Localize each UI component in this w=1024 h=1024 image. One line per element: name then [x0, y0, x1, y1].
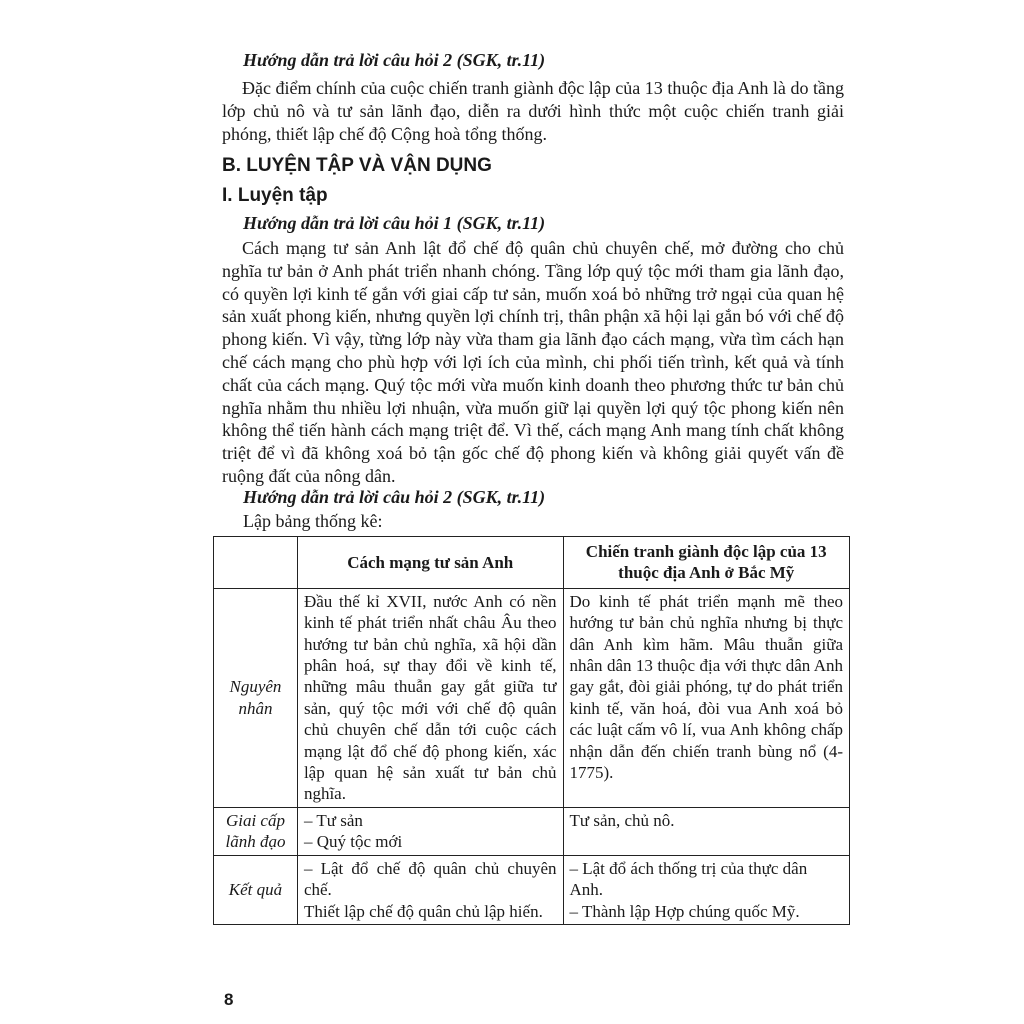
header-american-war: Chiến tranh giành độc lập của 13 thuộc địa Anh ở Bắc Mỹ [563, 537, 850, 589]
answer-paragraph-q2: Đặc điểm chính của cuộc chiến tranh giành độc lập của 13 thuộc địa Anh là do tầng lớp chủ nô và tư sản lãnh đạo, diễn ra dưới hình thức một cuộc chiến tranh giải phóng, thiết lập chế độ Cộng hoà tổng thống. [222, 78, 844, 144]
list-item: – Tư sản [303, 810, 363, 830]
cell-leading-class-england [297, 807, 563, 855]
table-header-row [214, 537, 850, 589]
list-item: – Thành lập Hợp chúng quốc Mỹ. [569, 901, 800, 921]
row-label-cause: Nguyên nhân [214, 588, 298, 807]
cell-result-america [563, 855, 850, 924]
row-label-leading-class: Giai cấp lãnh đạo [214, 807, 298, 855]
list-item: Thiết lập chế độ quân chủ lập hiến. [303, 901, 543, 921]
cell-result-england [297, 855, 563, 924]
cell-cause-america: Do kinh tế phát triển mạnh mẽ theo hướng tư bản chủ nghĩa nhưng bị thực dân Anh kìm hãm. Mâu thuẫn giữa nhân dân 13 thuộc địa với thực dân Anh gay gắt, đòi giải phóng, tự do phát triển kinh tế, văn hoá, đòi vua Anh xoá bỏ các luật cấm vô lí, vua Anh không chấp nhận dẫn đến chiến tranh bùng nổ (4-1775). [563, 588, 850, 807]
table-intro: Lập bảng thống kê: [243, 511, 383, 531]
table-row [214, 807, 850, 855]
list-item: – Lật đổ ách thống trị của thực dân Anh. [569, 858, 808, 900]
cell-cause-england: Đầu thế kỉ XVII, nước Anh có nền kinh tế phát triển nhất châu Âu theo hướng tư bản chủ nghĩa, xã hội dần phân hoá, sự thay đổi về kinh tế, những mâu thuẫn gay gắt giữa tư sản, quý tộc mới với chế độ quân chủ chuyên chế dẫn tới cuộc cách mạng lật đổ chế độ phong kiến, xác lập quan hệ sản xuất tư bản chủ nghĩa. [297, 588, 563, 807]
section-title-practice: B. LUYỆN TẬP VÀ VẬN DỤNG [222, 155, 492, 176]
comparison-table [213, 536, 850, 925]
cell-leading-class-america: Tư sản, chủ nô. [563, 807, 850, 855]
answer-paragraph-q1: Cách mạng tư sản Anh lật đổ chế độ quân chủ chuyên chế, mở đường cho chủ nghĩa tư bản ở Anh phát triển nhanh chóng. Tầng lớp quý tộc mới tham gia lãnh đạo, có quyền lợi kinh tế gắn với giai cấp tư sản, muốn xoá bỏ những trở ngại của quan hệ sản xuất phong kiến, nhưng quyền lợi chính trị, thân phận xã hội lại gắn bó với chế độ phong kiến. Vì vậy, từng lớp này vừa tham gia lãnh đạo cách mạng, vừa tìm cách hạn chế cách mạng cho phù hợp với lợi ích của mình, chi phối tiến trình, kết quả và tính chất của cách mạng. Quý tộc mới vừa muốn kinh doanh theo phương thức tư bản chủ nghĩa nhằm thu nhiều lợi nhuận, vừa muốn giữ lại quyền lợi quý tộc phong kiến nên không thể tiến hành cách mạng triệt để. Vì thế, cách mạng Anh mang tính chất không triệt để vì đã không xoá bỏ tận gốc chế độ phong kiến và không giải quyết vấn đề ruộng đất của nông dân. [222, 238, 844, 486]
answer-heading-q2: Hướng dẫn trả lời câu hỏi 2 (SGK, tr.11) [243, 50, 546, 70]
answer-heading-q2b: Hướng dẫn trả lời câu hỏi 2 (SGK, tr.11) [243, 487, 546, 507]
list-item: – Lật đổ chế độ quân chủ chuyên chế. [303, 858, 557, 900]
header-english-revolution: Cách mạng tư sản Anh [297, 537, 563, 589]
page-number: 8 [224, 990, 234, 1009]
header-empty-cell [214, 537, 298, 589]
answer-heading-q1: Hướng dẫn trả lời câu hỏi 1 (SGK, tr.11) [243, 213, 546, 233]
table-row [214, 855, 850, 924]
subsection-title-practice: I. Luyện tập [222, 185, 328, 206]
list-item: – Quý tộc mới [303, 832, 403, 852]
table-row [214, 588, 850, 807]
row-label-result: Kết quả [214, 855, 298, 924]
